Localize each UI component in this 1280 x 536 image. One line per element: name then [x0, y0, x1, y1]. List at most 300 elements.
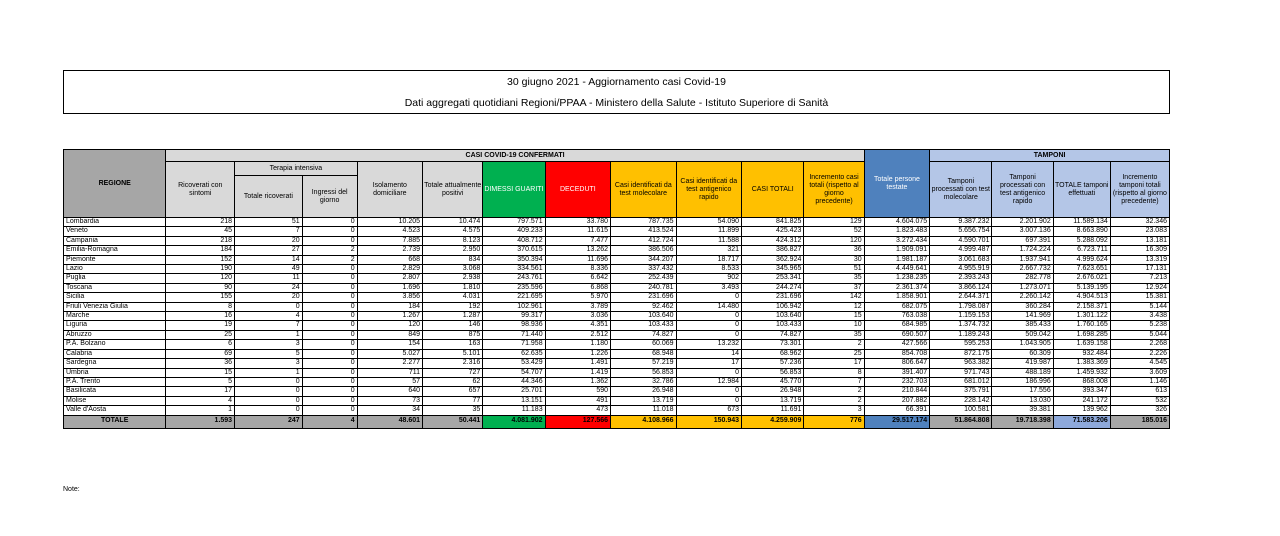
data-cell: 5: [235, 349, 303, 358]
data-cell: 391.407: [864, 368, 929, 377]
data-cell: 2.268: [1110, 340, 1169, 349]
data-cell: 32.786: [611, 377, 676, 386]
data-cell: 5.027: [357, 349, 422, 358]
data-cell: 682.075: [864, 302, 929, 311]
data-cell: 0: [302, 330, 357, 339]
total-cell: 4: [302, 415, 357, 428]
data-cell: 3.866.124: [930, 283, 992, 292]
data-cell: 36: [804, 246, 864, 255]
region-name-cell: Basilicata: [64, 387, 166, 396]
region-name-cell: Lombardia: [64, 218, 166, 227]
data-cell: 4.999.487: [930, 246, 992, 255]
data-cell: 1.810: [423, 283, 483, 292]
data-cell: 25: [804, 349, 864, 358]
data-cell: 424.312: [742, 236, 804, 245]
table-row: [64, 406, 1170, 415]
data-cell: 240.781: [611, 283, 676, 292]
total-cell: 185.016: [1110, 415, 1169, 428]
header-tamp-incremento: Incremento tamponi totali (rispetto al giorno precedente): [1110, 162, 1169, 218]
region-name-cell: Friuli Venezia Giulia: [64, 302, 166, 311]
data-cell: 12: [804, 302, 864, 311]
data-cell: 2.316: [423, 359, 483, 368]
total-cell: 48.601: [357, 415, 422, 428]
data-cell: 14: [235, 255, 303, 264]
data-cell: 207.882: [864, 396, 929, 405]
data-cell: 0: [302, 349, 357, 358]
table-row: [64, 368, 1170, 377]
data-cell: 5.139.195: [1053, 283, 1110, 292]
data-cell: 0: [302, 227, 357, 236]
data-cell: 697.391: [992, 236, 1053, 245]
data-cell: 681.012: [930, 377, 992, 386]
data-cell: 4.604.075: [864, 218, 929, 227]
data-cell: 77: [423, 396, 483, 405]
data-cell: 17: [166, 387, 235, 396]
data-cell: 17.131: [1110, 265, 1169, 274]
data-cell: 26.948: [611, 387, 676, 396]
data-cell: 595.253: [930, 340, 992, 349]
total-cell: 150.943: [676, 415, 741, 428]
data-cell: 4: [166, 396, 235, 405]
data-cell: 8.533: [676, 265, 741, 274]
data-cell: 99.317: [483, 312, 545, 321]
data-cell: 228.142: [930, 396, 992, 405]
data-cell: 120: [804, 236, 864, 245]
region-name-cell: Marche: [64, 312, 166, 321]
data-cell: 2.393.243: [930, 274, 992, 283]
data-cell: 103.433: [611, 321, 676, 330]
data-cell: 787.735: [611, 218, 676, 227]
data-cell: 2.644.371: [930, 293, 992, 302]
table-row: [64, 227, 1170, 236]
data-cell: 0: [302, 359, 357, 368]
data-cell: 2.260.142: [992, 293, 1053, 302]
data-cell: 509.042: [992, 330, 1053, 339]
data-cell: 13.181: [1110, 236, 1169, 245]
data-cell: 74.827: [742, 330, 804, 339]
data-cell: 146: [423, 321, 483, 330]
data-cell: 3.036: [545, 312, 610, 321]
data-cell: 0: [302, 274, 357, 283]
header-tamp-molecolare: Tamponi processati con test molecolare: [930, 162, 992, 218]
data-cell: 0: [676, 321, 741, 330]
data-cell: 0: [302, 340, 357, 349]
data-cell: 2.950: [423, 246, 483, 255]
data-cell: 3.856: [357, 293, 422, 302]
data-cell: 0: [235, 406, 303, 415]
data-cell: 8: [804, 368, 864, 377]
data-cell: 0: [302, 302, 357, 311]
data-cell: 52: [804, 227, 864, 236]
data-cell: 1.238.235: [864, 274, 929, 283]
data-cell: 3.007.136: [992, 227, 1053, 236]
data-cell: 8.123: [423, 236, 483, 245]
data-cell: 2.739: [357, 246, 422, 255]
data-cell: 1.724.224: [992, 246, 1053, 255]
data-cell: 252.439: [611, 274, 676, 283]
data-cell: 0: [302, 377, 357, 386]
data-cell: 8.336: [545, 265, 610, 274]
data-cell: 3.609: [1110, 368, 1169, 377]
data-cell: 74.827: [611, 330, 676, 339]
data-cell: 0: [676, 368, 741, 377]
header-dimessi: DIMESSI GUARITI: [483, 162, 545, 218]
data-cell: 24: [235, 283, 303, 292]
data-cell: 71.440: [483, 330, 545, 339]
data-cell: 409.233: [483, 227, 545, 236]
data-cell: 806.647: [864, 359, 929, 368]
data-cell: 360.284: [992, 302, 1053, 311]
data-cell: 2.361.374: [864, 283, 929, 292]
data-cell: 345.965: [742, 265, 804, 274]
data-cell: 5: [166, 377, 235, 386]
data-cell: 408.712: [483, 236, 545, 245]
data-cell: 11.018: [611, 406, 676, 415]
data-cell: 385.433: [992, 321, 1053, 330]
report-subtitle: Dati aggregati quotidiani Regioni/PPAA - Ministero della Salute - Istituto Superiore di Sanità: [404, 97, 829, 109]
data-cell: 68.948: [611, 349, 676, 358]
data-cell: 6.642: [545, 274, 610, 283]
data-cell: 7.623.651: [1053, 265, 1110, 274]
data-cell: 4.545: [1110, 359, 1169, 368]
data-cell: 0: [302, 236, 357, 245]
data-cell: 282.778: [992, 274, 1053, 283]
table-row: [64, 246, 1170, 255]
data-cell: 66.391: [864, 406, 929, 415]
data-cell: 0: [302, 283, 357, 292]
data-cell: 7.213: [1110, 274, 1169, 283]
data-cell: 375.791: [930, 387, 992, 396]
data-cell: 103.433: [742, 321, 804, 330]
header-tamponi: TAMPONI: [930, 150, 1170, 162]
data-cell: 1.858.901: [864, 293, 929, 302]
data-cell: 3: [235, 359, 303, 368]
data-cell: 797.571: [483, 218, 545, 227]
data-cell: 963.382: [930, 359, 992, 368]
table-row: [64, 236, 1170, 245]
data-cell: 51: [235, 218, 303, 227]
data-cell: 11.588: [676, 236, 741, 245]
data-cell: 11.691: [742, 406, 804, 415]
data-cell: 854.708: [864, 349, 929, 358]
data-cell: 49: [235, 265, 303, 274]
region-name-cell: Valle d'Aosta: [64, 406, 166, 415]
total-cell: 29.517.174: [864, 415, 929, 428]
table-row: [64, 218, 1170, 227]
data-cell: 7: [804, 377, 864, 386]
data-cell: 4.590.701: [930, 236, 992, 245]
data-cell: 5.288.092: [1053, 236, 1110, 245]
data-cell: 14.480: [676, 302, 741, 311]
data-cell: 488.189: [992, 368, 1053, 377]
data-cell: 241.172: [1053, 396, 1110, 405]
data-cell: 73: [357, 396, 422, 405]
data-cell: 17: [804, 359, 864, 368]
total-cell: 127.566: [545, 415, 610, 428]
data-cell: 0: [676, 387, 741, 396]
data-cell: 10.474: [423, 218, 483, 227]
data-cell: 13.719: [611, 396, 676, 405]
header-ingressi: Ingressi del giorno: [302, 176, 357, 218]
data-cell: 69: [166, 349, 235, 358]
data-cell: 3.493: [676, 283, 741, 292]
table-row: [64, 283, 1170, 292]
data-cell: 11.589.134: [1053, 218, 1110, 227]
data-cell: 129: [804, 218, 864, 227]
total-cell: 19.718.398: [992, 415, 1053, 428]
data-cell: 231.696: [611, 293, 676, 302]
table-row: [64, 265, 1170, 274]
data-cell: 1.760.165: [1053, 321, 1110, 330]
data-cell: 1.267: [357, 312, 422, 321]
data-cell: 2.829: [357, 265, 422, 274]
table-row: [64, 359, 1170, 368]
data-cell: 613: [1110, 387, 1169, 396]
data-cell: 7: [235, 227, 303, 236]
total-cell: 1.593: [166, 415, 235, 428]
data-cell: 0: [676, 396, 741, 405]
data-cell: 37: [804, 283, 864, 292]
data-cell: 25: [166, 330, 235, 339]
data-cell: 4.575: [423, 227, 483, 236]
data-cell: 2: [302, 246, 357, 255]
data-cell: 90: [166, 283, 235, 292]
data-cell: 152: [166, 255, 235, 264]
data-cell: 425.423: [742, 227, 804, 236]
region-name-cell: Liguria: [64, 321, 166, 330]
data-cell: 17.556: [992, 387, 1053, 396]
total-cell: 4.108.966: [611, 415, 676, 428]
data-cell: 35: [804, 274, 864, 283]
data-cell: 1: [235, 368, 303, 377]
data-cell: 4.999.624: [1053, 255, 1110, 264]
data-cell: 0: [302, 387, 357, 396]
table-row: [64, 387, 1170, 396]
data-cell: 1: [166, 406, 235, 415]
region-name-cell: Veneto: [64, 227, 166, 236]
data-cell: 13.151: [483, 396, 545, 405]
total-label: TOTALE: [64, 415, 166, 428]
data-cell: 60.069: [611, 340, 676, 349]
region-name-cell: Calabria: [64, 349, 166, 358]
table-row: [64, 293, 1170, 302]
data-cell: 56.853: [611, 368, 676, 377]
data-cell: 0: [302, 396, 357, 405]
header-tamp-totale: TOTALE tamponi effettuati: [1053, 162, 1110, 218]
data-cell: 1.189.243: [930, 330, 992, 339]
data-cell: 763.038: [864, 312, 929, 321]
data-cell: 673: [676, 406, 741, 415]
table-row: [64, 340, 1170, 349]
data-cell: 16: [166, 312, 235, 321]
data-cell: 34: [357, 406, 422, 415]
header-casi-molecolare: Casi identificati da test molecolare: [611, 162, 676, 218]
total-cell: 247: [235, 415, 303, 428]
data-cell: 3.789: [545, 302, 610, 311]
data-cell: 1.981.187: [864, 255, 929, 264]
region-name-cell: Campania: [64, 236, 166, 245]
data-cell: 0: [235, 396, 303, 405]
data-cell: 2.676.021: [1053, 274, 1110, 283]
data-cell: 218: [166, 218, 235, 227]
data-cell: 45: [166, 227, 235, 236]
data-cell: 10: [804, 321, 864, 330]
header-incremento-casi: Incremento casi totali (rispetto al giorno precedente): [804, 162, 864, 218]
data-cell: 7.885: [357, 236, 422, 245]
data-cell: 12.924: [1110, 283, 1169, 292]
data-cell: 11.899: [676, 227, 741, 236]
data-cell: 5.044: [1110, 330, 1169, 339]
data-cell: 875: [423, 330, 483, 339]
data-cell: 412.724: [611, 236, 676, 245]
data-cell: 11.696: [545, 255, 610, 264]
header-casi-confermati: CASI COVID-19 CONFERMATI: [166, 150, 864, 162]
data-cell: 184: [166, 246, 235, 255]
data-cell: 849: [357, 330, 422, 339]
covid-data-table: [63, 149, 1170, 429]
data-cell: 834: [423, 255, 483, 264]
data-cell: 8: [166, 302, 235, 311]
table-body: [64, 218, 1170, 429]
table-row: [64, 349, 1170, 358]
table-row: [64, 377, 1170, 386]
total-cell: 4.259.909: [742, 415, 804, 428]
data-cell: 7: [235, 321, 303, 330]
data-cell: 337.432: [611, 265, 676, 274]
data-cell: 120: [357, 321, 422, 330]
data-cell: 932.484: [1053, 349, 1110, 358]
data-cell: 57: [357, 377, 422, 386]
table-row: [64, 321, 1170, 330]
data-cell: 73.301: [742, 340, 804, 349]
data-cell: 0: [302, 218, 357, 227]
data-cell: 18.717: [676, 255, 741, 264]
total-cell: 776: [804, 415, 864, 428]
total-row: [64, 415, 1170, 428]
data-cell: 192: [423, 302, 483, 311]
data-cell: 0: [235, 387, 303, 396]
header-terapia-intensiva: Terapia intensiva: [235, 162, 358, 176]
data-cell: 0: [235, 302, 303, 311]
header-casi-antigenico: Casi identificati da test antigenico rapido: [676, 162, 741, 218]
data-cell: 13.319: [1110, 255, 1169, 264]
data-cell: 4.031: [423, 293, 483, 302]
data-cell: 1.226: [545, 349, 610, 358]
data-cell: 100.581: [930, 406, 992, 415]
data-cell: 39.381: [992, 406, 1053, 415]
data-cell: 393.347: [1053, 387, 1110, 396]
data-cell: 1.698.285: [1053, 330, 1110, 339]
region-name-cell: Puglia: [64, 274, 166, 283]
data-cell: 23.083: [1110, 227, 1169, 236]
data-cell: 57.219: [611, 359, 676, 368]
data-cell: 15: [166, 368, 235, 377]
data-cell: 1.362: [545, 377, 610, 386]
data-cell: 25.701: [483, 387, 545, 396]
data-cell: 2.512: [545, 330, 610, 339]
data-cell: 362.924: [742, 255, 804, 264]
data-cell: 0: [302, 293, 357, 302]
data-cell: 640: [357, 387, 422, 396]
region-name-cell: Toscana: [64, 283, 166, 292]
data-cell: 1.798.087: [930, 302, 992, 311]
data-cell: 11.183: [483, 406, 545, 415]
region-name-cell: P.A. Bolzano: [64, 340, 166, 349]
data-cell: 1.374.732: [930, 321, 992, 330]
note-label: Note:: [63, 486, 80, 493]
data-cell: 1.639.158: [1053, 340, 1110, 349]
data-cell: 36: [166, 359, 235, 368]
data-cell: 16.309: [1110, 246, 1169, 255]
data-cell: 5.238: [1110, 321, 1169, 330]
data-cell: 35: [423, 406, 483, 415]
data-cell: 13.232: [676, 340, 741, 349]
report-title-box: [63, 70, 1170, 114]
data-cell: 350.394: [483, 255, 545, 264]
data-cell: 139.962: [1053, 406, 1110, 415]
data-cell: 103.640: [611, 312, 676, 321]
table-row: [64, 255, 1170, 264]
data-cell: 684.985: [864, 321, 929, 330]
data-cell: 15.381: [1110, 293, 1169, 302]
data-cell: 3.061.683: [930, 255, 992, 264]
data-cell: 6.723.711: [1053, 246, 1110, 255]
data-cell: 668: [357, 255, 422, 264]
data-cell: 344.207: [611, 255, 676, 264]
table-row: [64, 330, 1170, 339]
data-cell: 1.043.905: [992, 340, 1053, 349]
data-cell: 11: [235, 274, 303, 283]
data-cell: 2.667.732: [992, 265, 1053, 274]
data-cell: 54.707: [483, 368, 545, 377]
data-cell: 3.272.434: [864, 236, 929, 245]
data-cell: 2.158.371: [1053, 302, 1110, 311]
data-cell: 71.958: [483, 340, 545, 349]
data-cell: 44.346: [483, 377, 545, 386]
data-cell: 1.823.483: [864, 227, 929, 236]
header-persone-testate: Totale persone testate: [864, 150, 929, 218]
data-cell: 235.596: [483, 283, 545, 292]
data-cell: 0: [676, 312, 741, 321]
data-cell: 53.429: [483, 359, 545, 368]
data-cell: 386.506: [611, 246, 676, 255]
data-cell: 1.180: [545, 340, 610, 349]
data-cell: 4: [235, 312, 303, 321]
data-cell: 68.962: [742, 349, 804, 358]
table-row: [64, 302, 1170, 311]
region-name-cell: Abruzzo: [64, 330, 166, 339]
data-cell: 841.825: [742, 218, 804, 227]
data-cell: 20: [235, 293, 303, 302]
data-cell: 5.101: [423, 349, 483, 358]
region-name-cell: Piemonte: [64, 255, 166, 264]
data-cell: 26.948: [742, 387, 804, 396]
data-cell: 98.936: [483, 321, 545, 330]
data-cell: 186.996: [992, 377, 1053, 386]
data-cell: 9.387.232: [930, 218, 992, 227]
data-cell: 2.226: [1110, 349, 1169, 358]
header-ricoverati: Ricoverati con sintomi: [166, 162, 235, 218]
data-cell: 5.144: [1110, 302, 1169, 311]
data-cell: 19: [166, 321, 235, 330]
data-cell: 532: [1110, 396, 1169, 405]
data-cell: 163: [423, 340, 483, 349]
data-cell: 1.937.941: [992, 255, 1053, 264]
data-cell: 120: [166, 274, 235, 283]
data-cell: 60.309: [992, 349, 1053, 358]
data-cell: 8.663.890: [1053, 227, 1110, 236]
data-cell: 0: [676, 293, 741, 302]
